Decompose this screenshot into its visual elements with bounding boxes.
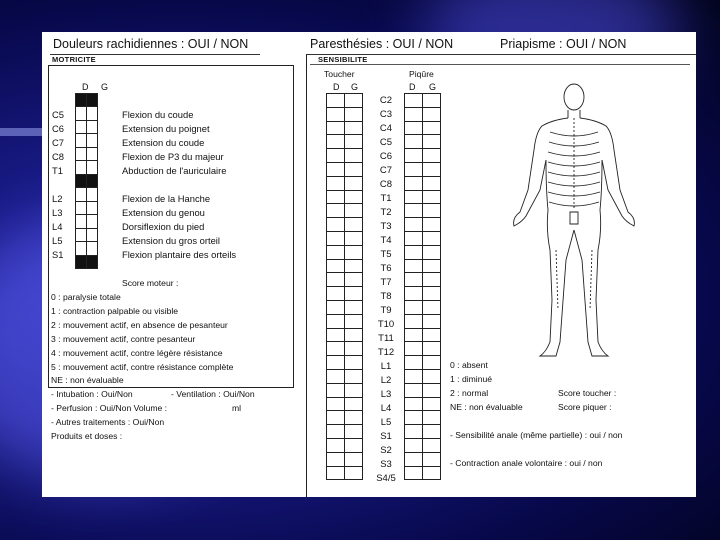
piqure-cell[interactable]: [423, 328, 441, 342]
motor-cell[interactable]: [87, 120, 98, 134]
score-item: 0 : paralysie totale: [51, 292, 121, 302]
piqure-cell[interactable]: [405, 466, 423, 480]
toucher-cell[interactable]: [345, 121, 363, 135]
autres-traitements: - Autres traitements : Oui/Non: [51, 417, 165, 427]
motricite-title: MOTRICITE: [52, 55, 96, 64]
piqure-cell[interactable]: [423, 356, 441, 370]
sensory-level: C7: [379, 165, 393, 176]
toucher-cell[interactable]: [345, 218, 363, 232]
sensibilite-title: SENSIBILITE: [318, 55, 368, 64]
piqure-cell[interactable]: [423, 369, 441, 383]
sensory-level: T3: [380, 221, 392, 232]
motor-level: L3: [52, 207, 63, 218]
toucher-cell[interactable]: [327, 94, 345, 108]
piqure-cell[interactable]: [423, 190, 441, 204]
motor-level: T1: [52, 165, 63, 176]
piqure-cell[interactable]: [423, 287, 441, 301]
toucher-cell[interactable]: [327, 259, 345, 273]
piqure-cell[interactable]: [405, 383, 423, 397]
motor-level: C8: [52, 151, 64, 162]
dermatome-body-diagram: [494, 80, 654, 364]
piqure-cell[interactable]: [405, 259, 423, 273]
toucher-cell[interactable]: [327, 466, 345, 480]
motor-cell[interactable]: [87, 201, 98, 215]
toucher-cell[interactable]: [345, 328, 363, 342]
sensory-level: C6: [379, 151, 393, 162]
toucher-cell[interactable]: [327, 176, 345, 190]
piqure-cell[interactable]: [423, 94, 441, 108]
toucher-cell[interactable]: [327, 190, 345, 204]
toucher-header: Toucher: [324, 69, 355, 79]
toucher-cell[interactable]: [327, 231, 345, 245]
piqure-cell[interactable]: [405, 287, 423, 301]
motor-cell[interactable]: [76, 120, 87, 134]
piqure-grid: [404, 93, 441, 480]
toucher-cell[interactable]: [345, 231, 363, 245]
motor-cell[interactable]: [87, 215, 98, 229]
sensory-level: T8: [380, 291, 392, 302]
toucher-cell[interactable]: [327, 287, 345, 301]
toucher-cell[interactable]: [327, 204, 345, 218]
legend-item: 2 : normal: [450, 388, 489, 398]
toucher-cell[interactable]: [327, 411, 345, 425]
score-item: NE : non évaluable: [51, 375, 124, 385]
piqure-cell[interactable]: [423, 425, 441, 439]
motor-cell[interactable]: [76, 161, 87, 175]
score-item: 4 : mouvement actif, contre légère résistance: [51, 348, 223, 358]
motor-cell[interactable]: [87, 147, 98, 161]
piqure-cell[interactable]: [405, 107, 423, 121]
piqure-cell[interactable]: [405, 411, 423, 425]
piqure-cell[interactable]: [423, 149, 441, 163]
piqure-cell[interactable]: [423, 245, 441, 259]
toucher-cell[interactable]: [327, 121, 345, 135]
piqure-cell[interactable]: [405, 300, 423, 314]
piqure-cell[interactable]: [405, 397, 423, 411]
sensory-level: L4: [380, 403, 392, 414]
paresthesies: Paresthésies : OUI / NON: [310, 37, 454, 51]
intubation: - Intubation : Oui/Non: [51, 389, 133, 399]
toucher-cell[interactable]: [327, 162, 345, 176]
sensory-level: S3: [380, 459, 392, 470]
score-item: 3 : mouvement actif, contre pesanteur: [51, 334, 196, 344]
toucher-cell[interactable]: [345, 356, 363, 370]
piqure-cell[interactable]: [405, 231, 423, 245]
piqure-cell[interactable]: [423, 466, 441, 480]
toucher-cell[interactable]: [327, 273, 345, 287]
sensory-level: S1: [380, 431, 392, 442]
motor-cell[interactable]: [76, 107, 87, 121]
piqure-cell[interactable]: [423, 259, 441, 273]
motor-cell[interactable]: [87, 161, 98, 175]
toucher-cell[interactable]: [345, 287, 363, 301]
toucher-cell[interactable]: [327, 314, 345, 328]
piqure-cell[interactable]: [405, 342, 423, 356]
piqure-cell[interactable]: [405, 245, 423, 259]
piqure-cell[interactable]: [423, 162, 441, 176]
sensory-level: C4: [379, 123, 393, 134]
piqure-cell[interactable]: [405, 356, 423, 370]
piqure-cell[interactable]: [405, 94, 423, 108]
motor-cell[interactable]: [87, 187, 98, 201]
toucher-cell[interactable]: [345, 176, 363, 190]
motor-label: Abduction de l'auriculaire: [122, 165, 227, 176]
toucher-cell[interactable]: [327, 356, 345, 370]
piqure-cell[interactable]: [423, 438, 441, 452]
toucher-grid: [326, 93, 363, 480]
piqure-cell[interactable]: [405, 438, 423, 452]
toucher-cell[interactable]: [327, 328, 345, 342]
priapisme: Priapisme : OUI / NON: [500, 37, 627, 51]
piqure-cell[interactable]: [405, 369, 423, 383]
sensory-level: C2: [379, 95, 393, 106]
toucher-cell[interactable]: [327, 383, 345, 397]
sensory-level: L2: [380, 375, 392, 386]
piqure-col-g: G: [429, 82, 437, 92]
score-toucher: Score toucher :: [558, 388, 617, 398]
motor-level: C5: [52, 109, 64, 120]
toucher-cell[interactable]: [345, 149, 363, 163]
piqure-cell[interactable]: [405, 328, 423, 342]
sensory-level: T6: [380, 263, 392, 274]
piqure-cell[interactable]: [423, 121, 441, 135]
piqure-cell[interactable]: [423, 204, 441, 218]
toucher-cell[interactable]: [327, 369, 345, 383]
motor-label: Extension du gros orteil: [122, 235, 220, 246]
piqure-cell[interactable]: [423, 342, 441, 356]
motor-level: L4: [52, 221, 63, 232]
piqure-cell[interactable]: [405, 121, 423, 135]
motor-cell[interactable]: [87, 107, 98, 121]
toucher-cell[interactable]: [327, 438, 345, 452]
motor-cell[interactable]: [76, 187, 87, 201]
piqure-cell[interactable]: [423, 273, 441, 287]
motor-cell[interactable]: [76, 147, 87, 161]
sensibilite-anale: - Sensibilité anale (même partielle) : oui / non: [450, 430, 623, 440]
toucher-cell[interactable]: [345, 369, 363, 383]
piqure-cell[interactable]: [405, 425, 423, 439]
piqure-cell[interactable]: [423, 135, 441, 149]
legend-item: 0 : absent: [450, 360, 488, 370]
motor-cell[interactable]: [76, 228, 87, 242]
piqure-col-d: D: [409, 82, 416, 92]
piqure-cell[interactable]: [423, 452, 441, 466]
toucher-cell[interactable]: [345, 94, 363, 108]
toucher-cell[interactable]: [345, 397, 363, 411]
score-piquer: Score piquer :: [558, 402, 612, 412]
section-separator: [306, 54, 307, 497]
motor-label: Flexion de P3 du majeur: [122, 151, 224, 162]
perfusion: - Perfusion : Oui/Non Volume :: [51, 403, 168, 413]
motor-cell[interactable]: [76, 201, 87, 215]
ventilation: - Ventilation : Oui/Non: [171, 389, 255, 399]
sensory-level: C5: [379, 137, 393, 148]
toucher-cell[interactable]: [345, 466, 363, 480]
toucher-cell[interactable]: [345, 383, 363, 397]
legend-item: NE : non évaluable: [450, 402, 523, 412]
toucher-cell[interactable]: [327, 397, 345, 411]
motor-cell[interactable]: [76, 242, 87, 256]
motor-label: Flexion plantaire des orteils: [122, 249, 237, 260]
toucher-cell[interactable]: [327, 452, 345, 466]
piqure-cell[interactable]: [423, 383, 441, 397]
motor-level: L5: [52, 235, 63, 246]
motor-label: Extension du coude: [122, 137, 205, 148]
toucher-cell[interactable]: [327, 300, 345, 314]
piqure-cell[interactable]: [405, 135, 423, 149]
toucher-cell[interactable]: [345, 259, 363, 273]
toucher-cell[interactable]: [345, 204, 363, 218]
sensory-level: C8: [379, 179, 393, 190]
piqure-cell[interactable]: [405, 273, 423, 287]
motor-level: C6: [52, 123, 64, 134]
sensory-level: L3: [380, 389, 392, 400]
motor-label: Extension du genou: [122, 207, 205, 218]
piqure-cell[interactable]: [423, 411, 441, 425]
toucher-cell[interactable]: [327, 135, 345, 149]
sensory-level: T10: [377, 319, 395, 330]
piqure-cell[interactable]: [405, 204, 423, 218]
motor-cell[interactable]: [87, 242, 98, 256]
asia-form-sheet: [42, 32, 696, 497]
piqure-cell[interactable]: [405, 218, 423, 232]
motor-cell[interactable]: [76, 134, 87, 148]
piqure-cell[interactable]: [405, 176, 423, 190]
toucher-cell[interactable]: [345, 411, 363, 425]
piqure-cell[interactable]: [423, 231, 441, 245]
piqure-cell[interactable]: [423, 218, 441, 232]
score-item: 2 : mouvement actif, en absence de pesanteur: [51, 320, 228, 330]
motor-col-d: D: [82, 82, 89, 92]
motor-level: L2: [52, 193, 63, 204]
motor-level: C7: [52, 137, 64, 148]
toucher-cell[interactable]: [327, 425, 345, 439]
motor-score-grid: [75, 93, 98, 269]
toucher-cell[interactable]: [345, 452, 363, 466]
toucher-col-d: D: [333, 82, 340, 92]
sensory-level: S4/5: [376, 473, 396, 484]
piqure-cell[interactable]: [405, 162, 423, 176]
toucher-cell[interactable]: [345, 314, 363, 328]
toucher-cell[interactable]: [345, 162, 363, 176]
score-item: 1 : contraction palpable ou visible: [51, 306, 179, 316]
produits-doses: Produits et doses :: [51, 431, 123, 441]
toucher-cell[interactable]: [345, 438, 363, 452]
piqure-cell[interactable]: [405, 314, 423, 328]
sensory-level: T5: [380, 249, 392, 260]
motor-label: Flexion de la Hanche: [122, 193, 211, 204]
toucher-cell[interactable]: [327, 342, 345, 356]
piqure-cell[interactable]: [405, 149, 423, 163]
piqure-cell[interactable]: [423, 397, 441, 411]
sensory-level: T9: [380, 305, 392, 316]
motor-cell[interactable]: [87, 134, 98, 148]
piqure-cell[interactable]: [405, 190, 423, 204]
sensory-level: T7: [380, 277, 392, 288]
legend-item: 1 : diminué: [450, 374, 493, 384]
motor-label: Extension du poignet: [122, 123, 210, 134]
piqure-cell[interactable]: [423, 314, 441, 328]
piqure-header: Piqûre: [409, 69, 434, 79]
sensory-level: T2: [380, 207, 392, 218]
decorative-bar: [0, 128, 44, 136]
volume-unit: ml: [232, 403, 242, 413]
motor-cell[interactable]: [87, 228, 98, 242]
motor-col-g: G: [101, 82, 109, 92]
toucher-cell[interactable]: [345, 342, 363, 356]
toucher-cell[interactable]: [327, 245, 345, 259]
motor-label: Dorsiflexion du pied: [122, 221, 205, 232]
sensory-level: L5: [380, 417, 392, 428]
sensory-level: S2: [380, 445, 392, 456]
sensory-level: T1: [380, 193, 392, 204]
piqure-cell[interactable]: [405, 452, 423, 466]
motor-level: S1: [52, 249, 64, 260]
toucher-cell[interactable]: [327, 149, 345, 163]
toucher-cell[interactable]: [327, 218, 345, 232]
toucher-cell[interactable]: [345, 107, 363, 121]
douleurs-rachidiennes: Douleurs rachidiennes : OUI / NON: [53, 37, 249, 51]
score-moteur-title: Score moteur :: [122, 278, 179, 288]
score-item: 5 : mouvement actif, contre résistance complète: [51, 362, 234, 372]
toucher-cell[interactable]: [345, 190, 363, 204]
toucher-cell[interactable]: [345, 135, 363, 149]
toucher-cell[interactable]: [327, 107, 345, 121]
motor-cell[interactable]: [76, 215, 87, 229]
sensory-level: T12: [377, 347, 395, 358]
toucher-col-g: G: [351, 82, 359, 92]
piqure-cell[interactable]: [423, 300, 441, 314]
piqure-cell[interactable]: [423, 107, 441, 121]
toucher-cell[interactable]: [345, 425, 363, 439]
sensory-level: T4: [380, 235, 392, 246]
sensory-level: C3: [379, 109, 393, 120]
toucher-cell[interactable]: [345, 273, 363, 287]
sensory-level: L1: [380, 361, 392, 372]
contraction-anale: - Contraction anale volontaire : oui / non: [450, 458, 603, 468]
toucher-cell[interactable]: [345, 245, 363, 259]
toucher-cell[interactable]: [345, 300, 363, 314]
sensory-level: T11: [378, 333, 394, 344]
piqure-cell[interactable]: [423, 176, 441, 190]
motor-label: Flexion du coude: [122, 109, 194, 120]
